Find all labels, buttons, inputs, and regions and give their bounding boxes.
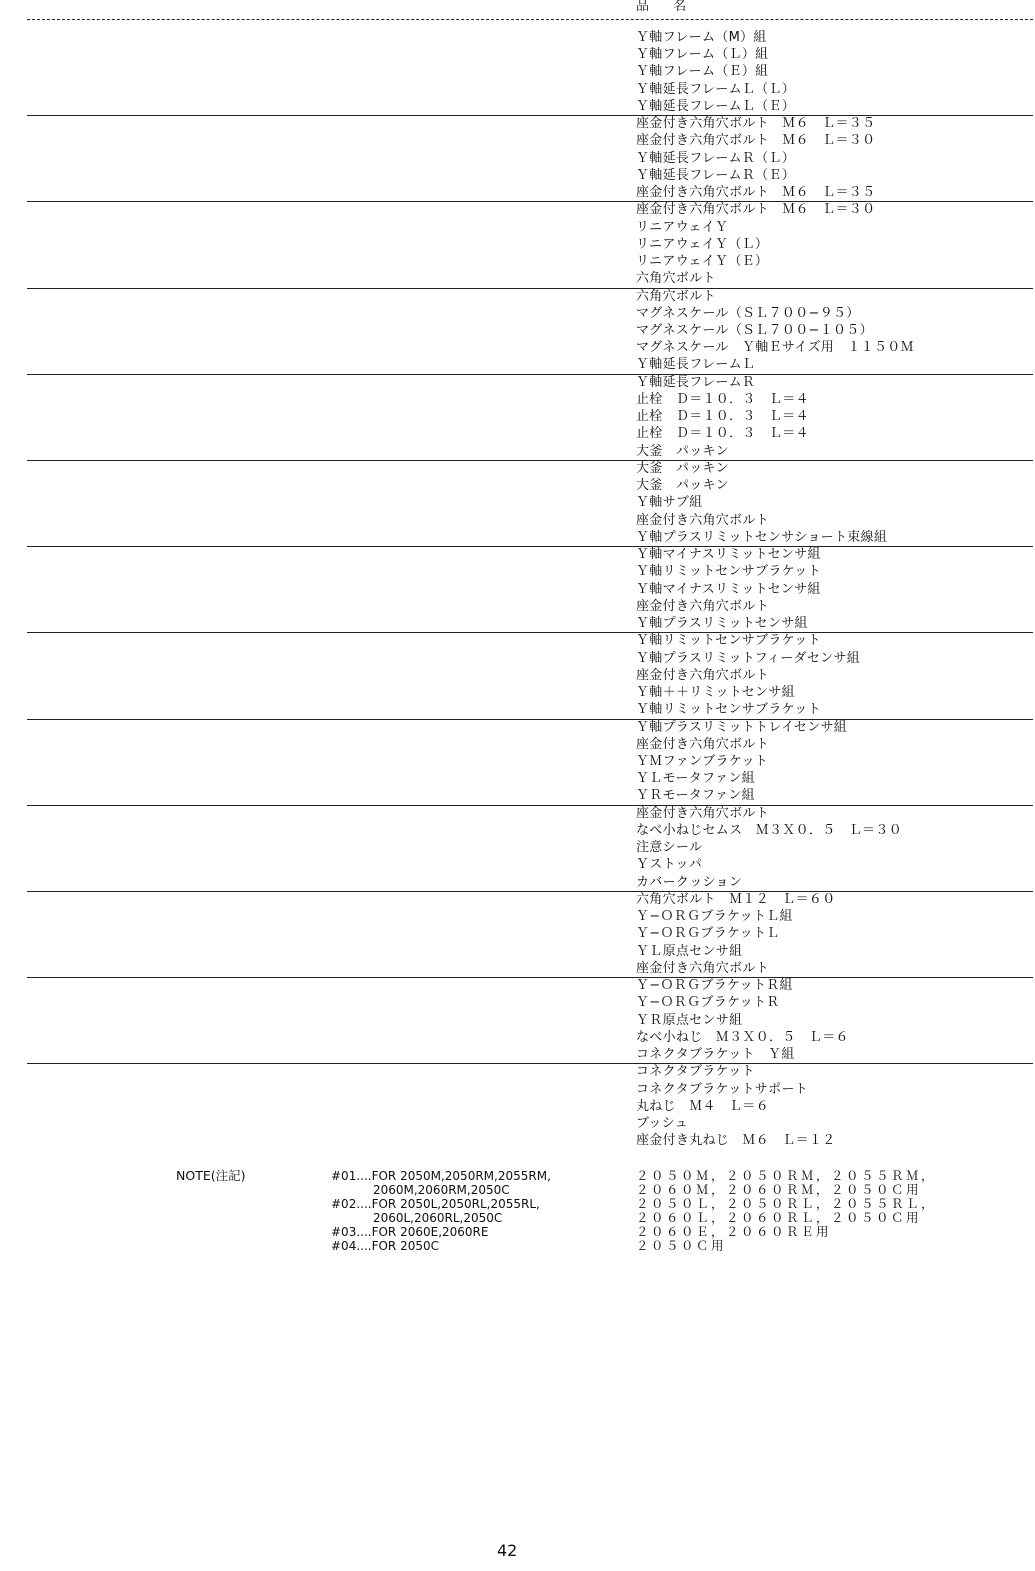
note-ja-line: ２０５０Ｃ用 [636,1238,727,1253]
part-name: Ｙ−ＯＲＧブラケットＬ [636,926,780,942]
part-name: コネクタブラケット Ｙ組 [636,1046,795,1062]
part-name: 大釜 パッキン [636,443,729,459]
part-name: Ｙ軸延長フレームＬ（Ｅ） [636,98,796,114]
part-name: 丸ねじ Ｍ４ Ｌ＝６ [636,1098,770,1114]
note-ja-line: ２０５０Ｌ，２０５０ＲＬ，２０５５ＲＬ， [636,1196,937,1211]
part-name: Ｙ軸リミットセンサブラケット [636,633,821,649]
part-name-column [636,632,860,718]
part-name: 座金付き六角穴ボルト [636,598,770,614]
part-name: 止栓 Ｄ＝１０．３ Ｌ＝４ [636,391,809,407]
part-name: ＹＬ原点センサ組 [636,943,743,959]
part-name: Ｙ軸リミットセンサブラケット [636,564,821,580]
header-dashed-divider [27,19,1033,20]
part-name: Ｙ軸プラスリミットフィーダセンサ組 [636,650,861,666]
part-name: リニアウェイＹ（Ｅ） [636,253,769,269]
part-name-column [636,460,887,546]
part-name: ＹＭファンブラケット [636,753,769,769]
part-name: Ｙ軸プラスリミットセンサ組 [636,615,808,631]
part-name: 座金付き丸ねじ Ｍ６ Ｌ＝１２ [636,1133,836,1149]
note-japanese-list [636,1169,936,1253]
part-name: 座金付き六角穴ボルト [636,736,770,752]
part-name: 座金付き六角穴ボルト Ｍ６ Ｌ＝３０ [636,133,876,149]
part-name: ＹＬモータファン組 [636,771,755,787]
part-name: 六角穴ボルト Ｍ１２ Ｌ＝６０ [636,892,836,907]
part-name: Ｙ軸プラスリミットセンサショート束線組 [636,529,888,545]
part-name: 座金付き六角穴ボルト Ｍ６ Ｌ＝３５ [636,116,876,132]
part-name: Ｙ軸リミットセンサブラケット [636,702,821,718]
part-name-column [636,1063,836,1149]
part-name: Ｙ軸延長フレームＬ（Ｌ） [636,81,796,97]
part-name: 止栓 Ｄ＝１０．３ Ｌ＝４ [636,409,809,425]
note-ja-line: ２０６０Ｌ，２０６０ＲＬ，２０５０Ｃ用 [636,1210,922,1225]
part-name: 座金付き六角穴ボルト [636,512,770,528]
page-number: 42 [497,1541,518,1560]
part-name-column [636,977,849,1063]
part-name-column [636,891,836,977]
group-divider [27,115,1033,116]
group-divider [27,374,1033,375]
part-name: 注意シール [636,840,703,856]
part-name: Ｙ軸延長フレームＲ（Ｌ） [636,150,796,166]
part-name: なべ小ねじセムス Ｍ３Ｘ０．５ Ｌ＝３０ [636,822,903,838]
part-name: Ｙ軸マイナスリミットセンサ組 [636,547,821,563]
part-name-column [636,719,847,805]
group-divider [27,977,1033,978]
part-name: 座金付き六角穴ボルト Ｍ６ Ｌ＝３５ [636,184,876,200]
group-divider [27,1063,1033,1064]
column-header-part-name: 品 名 [636,0,697,14]
note-ja-line: ２０５０Ｍ，２０５０ＲＭ，２０５５ＲＭ， [636,1168,937,1183]
part-name: ＹＲ原点センサ組 [636,1012,743,1028]
part-name: 座金付き六角穴ボルト Ｍ６ Ｌ＝３０ [636,202,876,218]
part-name: Ｙ軸マイナスリミットセンサ組 [636,581,821,597]
part-name: リニアウェイＹ [636,219,729,235]
part-name: Ｙ軸フレーム（Ｅ）組 [636,64,769,80]
part-name-column [636,805,902,891]
part-name: マグネスケール（ＳＬ７００−９５） [636,305,860,321]
group-divider [27,891,1033,892]
part-name: 大釜 パッキン [636,461,729,476]
part-name: 六角穴ボルト [636,271,716,287]
group-divider [27,546,1033,547]
part-name: 止栓 Ｄ＝１０．３ Ｌ＝４ [636,426,809,442]
part-name: Ｙ−ＯＲＧブラケットＲ [636,995,780,1011]
group-divider [27,632,1033,633]
part-name: Ｙストッパ [636,857,703,873]
part-name: 大釜 パッキン [636,478,729,494]
part-name-column [636,546,821,632]
part-name: マグネスケール（ＳＬ７００−１０５） [636,322,873,338]
part-name: ブッシュ [636,1115,689,1131]
part-name: カバークッション [636,874,743,890]
note-model-codes: #01....FOR 2050M,2050RM,2055RM, 2060M,2060RM,2050C #02....FOR 2050L,2050RL,2055RL, 2060L,2060RL,2050C #03....FOR 2060E,2060RE #04....FOR 2050C [331,1169,551,1253]
note-ja-line: ２０６０Ｍ，２０６０ＲＭ，２０５０Ｃ用 [636,1182,922,1197]
part-name: Ｙ軸フレーム（Ｌ）組 [636,47,769,63]
note-label: NOTE(注記) [176,1168,246,1183]
part-name: 六角穴ボルト [636,288,716,304]
part-name: なべ小ねじ Ｍ３Ｘ０．５ Ｌ＝６ [636,1029,849,1045]
part-name: Ｙ軸＋＋リミットセンサ組 [636,684,795,700]
part-name: 座金付き六角穴ボルト [636,805,770,821]
part-name-column [636,288,914,374]
part-name: Ｙ軸サブ組 [636,495,703,511]
part-name: コネクタブラケットサポート [636,1081,808,1097]
part-name: Ｙ軸プラスリミットトレイセンサ組 [636,719,848,735]
part-name: Ｙ軸延長フレームＲ [636,374,756,390]
part-name: Ｙ−ＯＲＧブラケットＬ組 [636,909,793,925]
note-ja-line: ２０６０Ｅ，２０６０ＲＥ用 [636,1224,832,1239]
part-name: マグネスケール Ｙ軸Ｅサイズ用 １１５０Ｍ [636,340,914,356]
part-name: 座金付き六角穴ボルト [636,960,770,976]
part-name: Ｙ軸延長フレームＬ [636,357,756,373]
part-name: Ｙ−ＯＲＧブラケットＲ組 [636,978,793,994]
group-divider [27,201,1033,202]
part-name-column [636,115,875,201]
part-name: 座金付き六角穴ボルト [636,667,770,683]
part-name-column [636,201,875,287]
part-name: コネクタブラケット [636,1064,755,1080]
group-divider [27,719,1033,720]
part-name-column [636,374,809,460]
part-name-column [636,29,795,115]
part-name: Ｙ軸フレーム（M）組 [636,30,767,45]
part-name: Ｙ軸延長フレームＲ（Ｅ） [636,167,796,183]
part-name: リニアウェイＹ（Ｌ） [636,236,769,252]
part-name: ＹＲモータファン組 [636,788,755,804]
